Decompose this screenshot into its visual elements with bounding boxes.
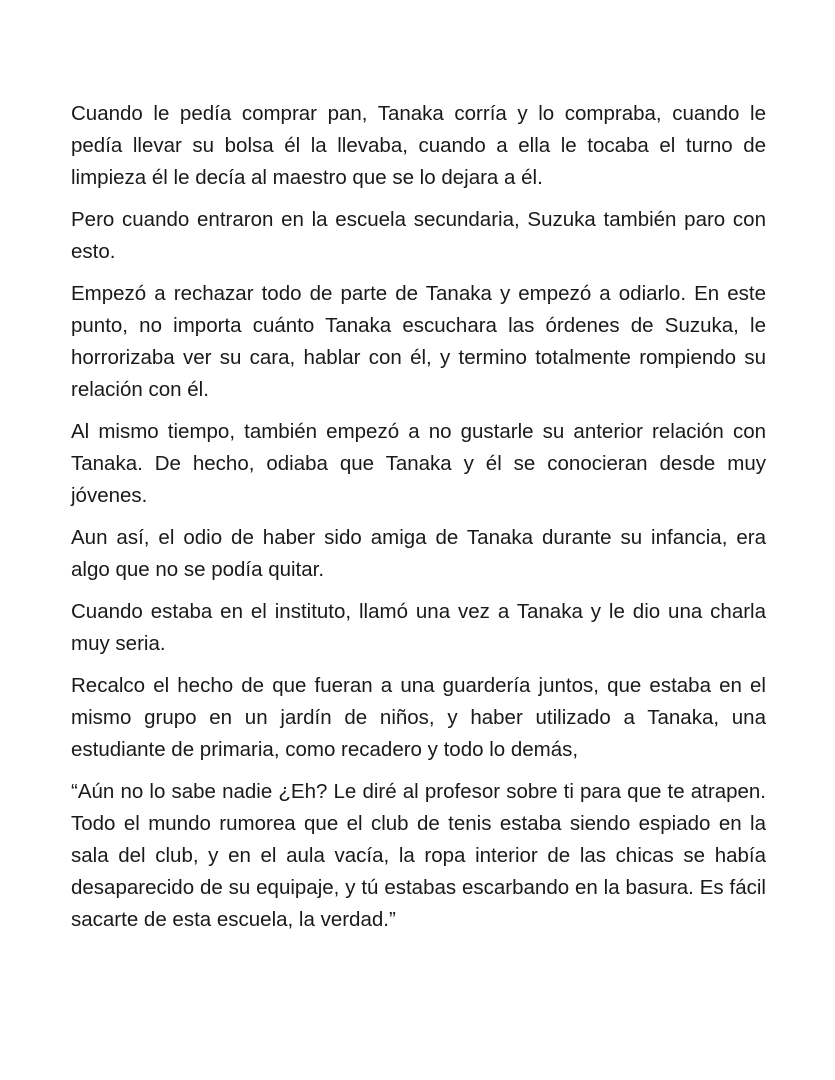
paragraph-4: Al mismo tiempo, también empezó a no gustarle su anterior relación con Tanaka. De hecho, odiaba que Tanaka y él se conocieran desde muy jóvenes. — [71, 420, 766, 507]
paragraph-3: Empezó a rechazar todo de parte de Tanaka y empezó a odiarlo. En este punto, no importa cuánto Tanaka escuchara las órdenes de Suzuka, le horrorizaba ver su cara, hablar con él, y termino totalmente rompiendo su relación con él. — [71, 282, 766, 401]
paragraph-5: Aun así, el odio de haber sido amiga de Tanaka durante su infancia, era algo que no se podía quitar. — [71, 526, 766, 581]
paragraph-1: Cuando le pedía comprar pan, Tanaka corría y lo compraba, cuando le pedía llevar su bolsa él la llevaba, cuando a ella le tocaba el turno de limpieza él le decía al maestro que se lo dejara a él. — [71, 102, 766, 189]
document-page — [71, 98, 766, 946]
paragraph-2: Pero cuando entraron en la escuela secundaria, Suzuka también paro con esto. — [71, 208, 766, 263]
paragraph-7: Recalco el hecho de que fueran a una guardería juntos, que estaba en el mismo grupo en un jardín de niños, y haber utilizado a Tanaka, una estudiante de primaria, como recadero y todo lo demás, — [71, 674, 766, 761]
paragraph-8: “Aún no lo sabe nadie ¿Eh? Le diré al profesor sobre ti para que te atrapen. Todo el mundo rumorea que el club de tenis estaba siendo espiado en la sala del club, y en el aula vacía, la ropa interior de las chicas se había desaparecido de su equipaje, y tú estabas escarbando en la basura. Es fácil sacarte de esta escuela, la verdad.” — [71, 780, 766, 931]
paragraph-6: Cuando estaba en el instituto, llamó una vez a Tanaka y le dio una charla muy seria. — [71, 600, 766, 655]
